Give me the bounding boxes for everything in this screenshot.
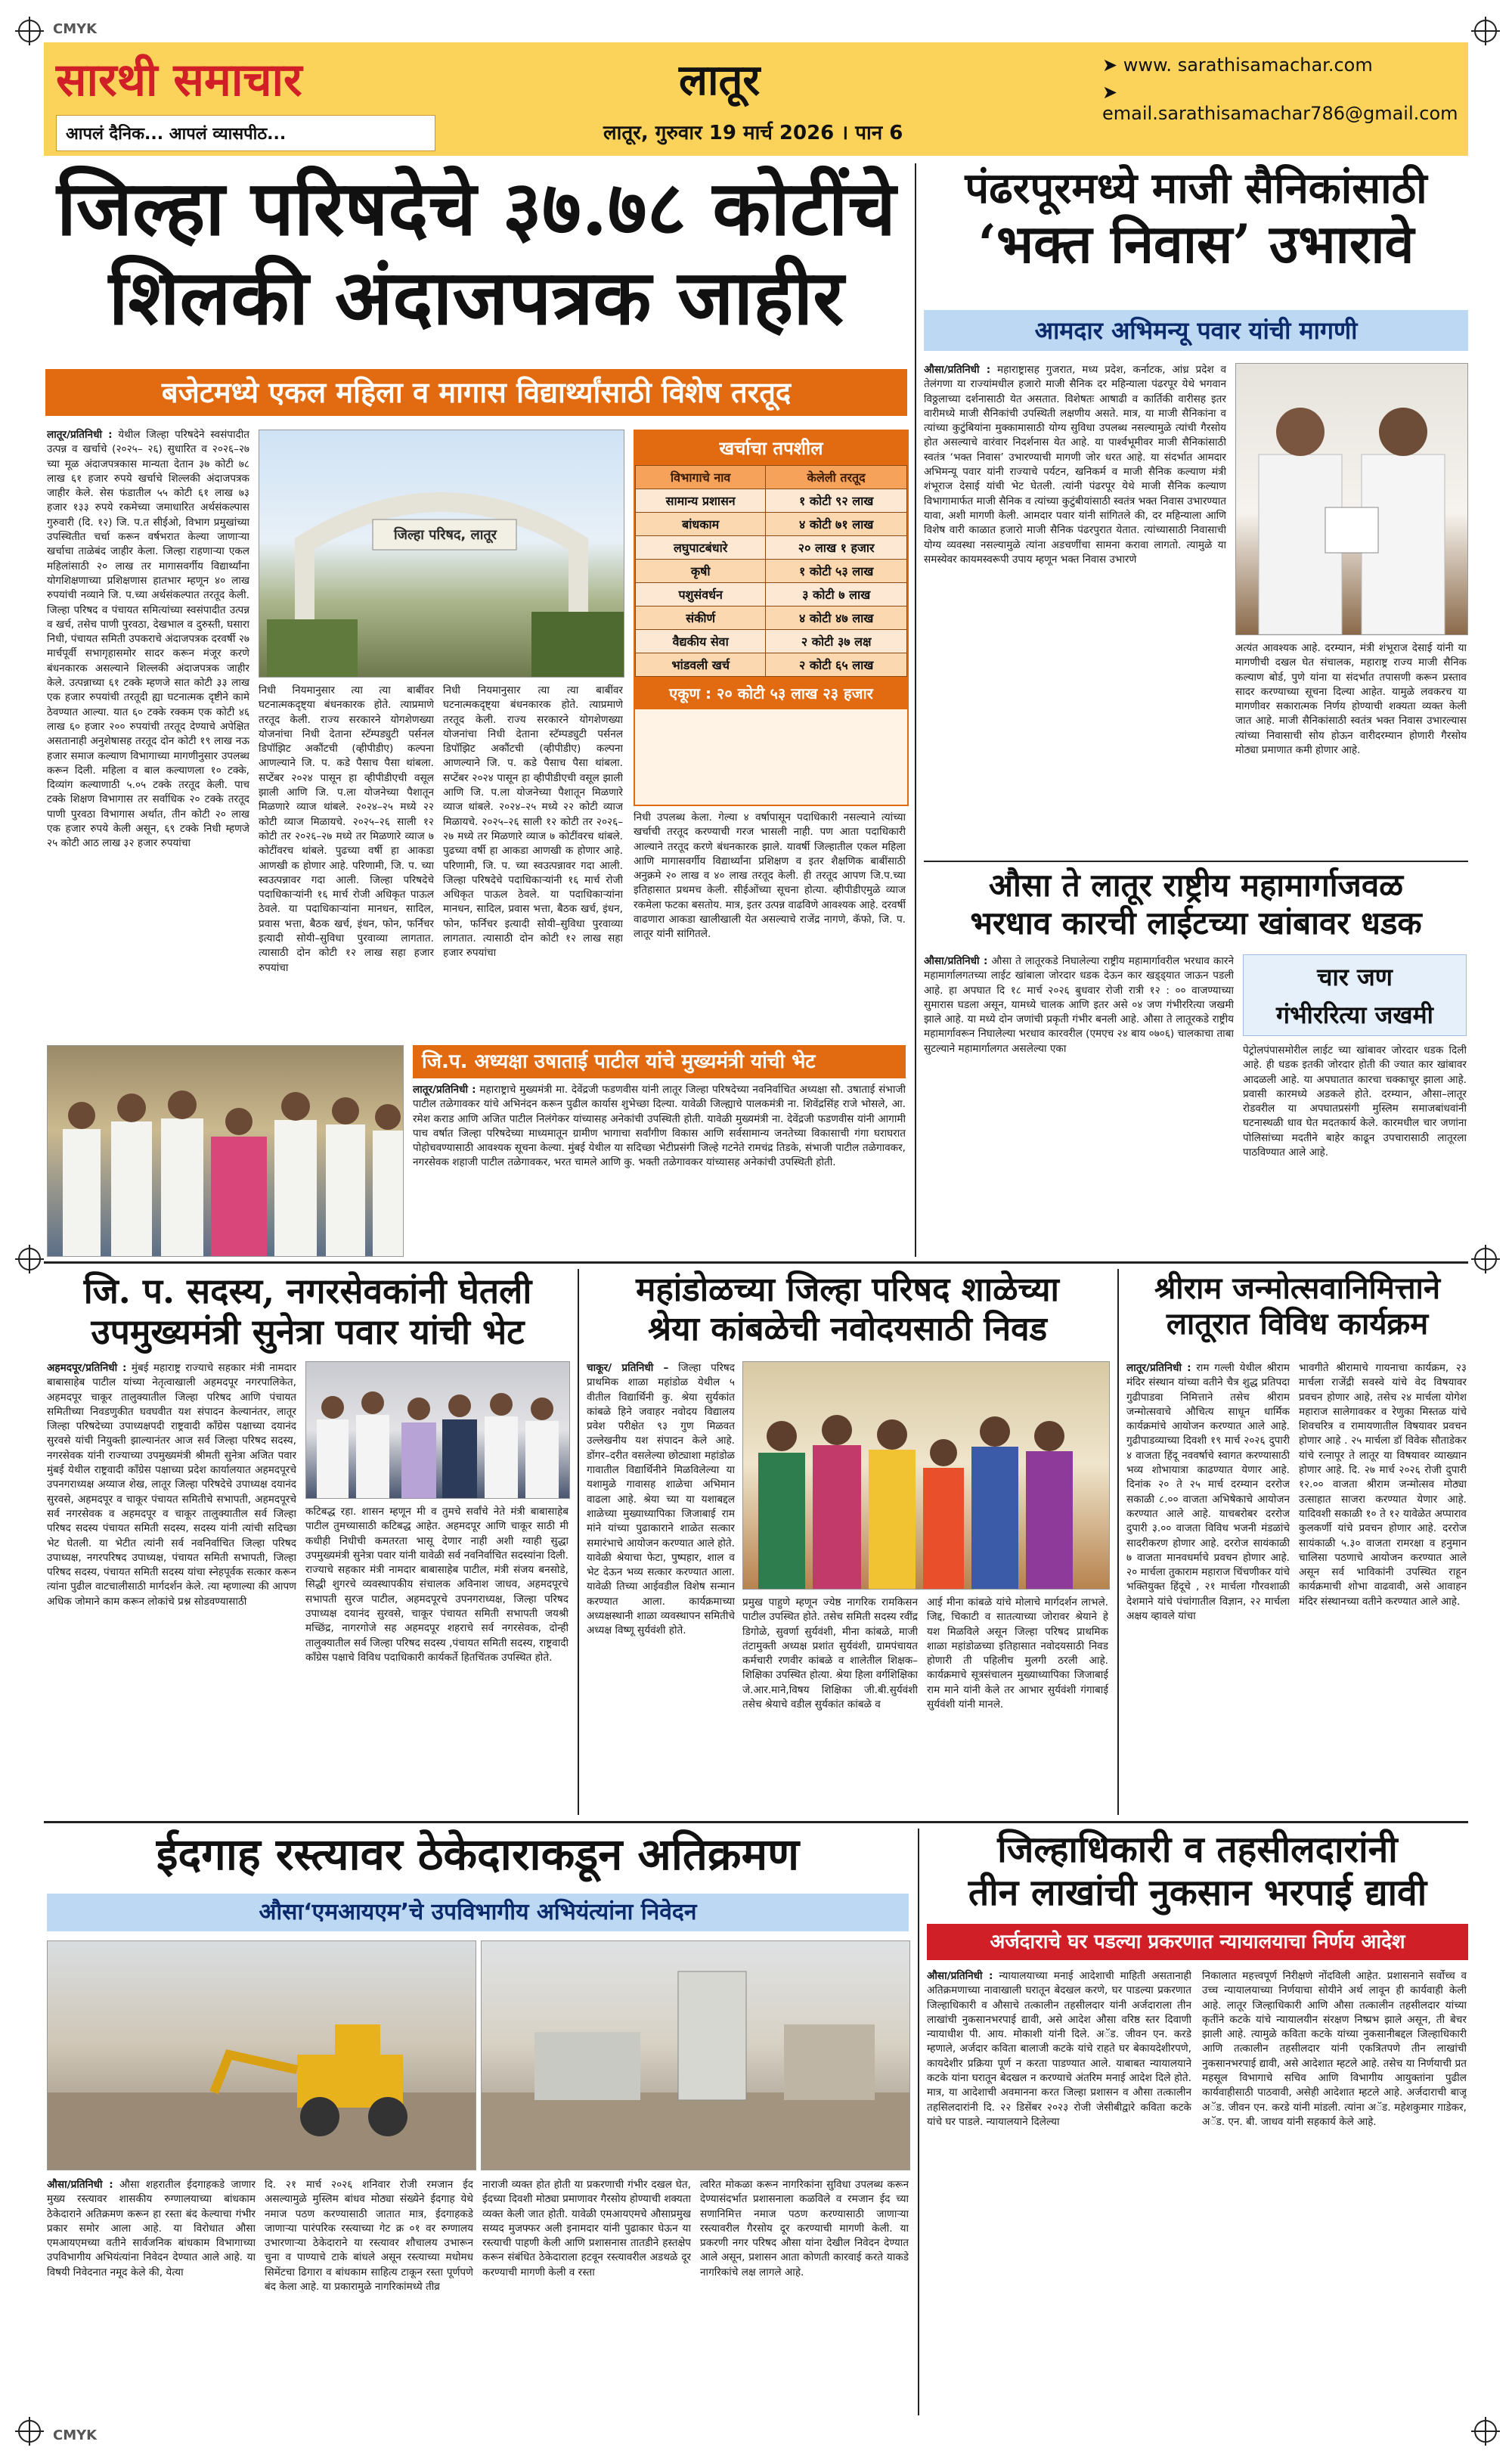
expense-amount-cell: २० लाख १ हजार bbox=[766, 536, 907, 560]
expense-amount-cell: २ कोटी ३७ लक्ष bbox=[766, 630, 907, 653]
member-headline bbox=[47, 1270, 569, 1353]
collector-column-2 bbox=[1202, 1969, 1467, 2415]
expense-dept-cell: बांधकाम bbox=[636, 513, 766, 536]
shriram-headline bbox=[1126, 1270, 1468, 1342]
lead-column-2b bbox=[443, 684, 623, 1038]
pandharpur-headline bbox=[924, 163, 1468, 276]
registration-mark-top-right bbox=[1474, 20, 1497, 42]
idgah-subhead: औसा‘एमआयएम’चे उपविभागीय अभियंत्यांना निवेदन bbox=[47, 1894, 909, 1931]
pandharpur-headline-line2: ‘भक्त निवास’ उभारावे bbox=[978, 212, 1414, 276]
member-headline-line2: उपमुख्यमंत्री सुनेत्रा पवार यांची भेट bbox=[91, 1311, 525, 1353]
highway-text-2: पेट्रोलपंपासमोरील लाईट च्या खांबावर जोरदार धडक दिली आहे. ही धडक इतकी जोरदार होती की ज्यात कार खांबावर आदळली आहे. या अपघातात कारचा चक्काचूर झाला आहे. प्रवासी कारमध्ये अडकले होते. दरम्यान, औसा–लातूर रोडवरील या अपघातप्रसंगी मुस्लिम समाजबांधवांनी घटनास्थळी धाव घेत मदतकार्य केले. कारमधील चार जणांना पोलिसांच्या मदतीने बाहेर काढून उपचारासाठी लातूरला पाठविण्यात आले आहे. bbox=[1243, 1044, 1467, 1159]
lead-text-2b: निधी नियमानुसार त्या त्या बाबींवर घटनात्मकदृष्ट्या बंधनकारक होते. त्याप्रमाणे तरतूद केली. राज्य सरकारने योगशेणख्या योजनांचा निधी देताना स्टॅम्पड्युटी पर्सनल डिपॉझिट अकौंटची (व्हीपीडीए) कल्पना आणल्याने जि. प. कडे पैसाच पैसा थांबला. सप्टेंबर २०२४ पासून हा व्हीपीडीएची वसूल झाली आणि जि. प.ला योजनेच्या पैशातून मिळणारे व्याज थांबले. २०२४–२५ मध्ये २२ कोटी व्याज मिळायचे. २०२५–२६ साली १२ कोटी तर २०२६–२७ मध्ये तर मिळणारे व्याज ७ कोटींवरच थांबले. पुढच्या वर्षी हा आकडा आणखी क होणार आहे. परिणामी, जि. प. च्या स्वउत्पन्नावर गदा आली. जिल्हा परिषदेचे पदाधिकाऱ्यांनी १६ मार्च रोजी अधिकृत पाऊल ठेवले. या पदाधिकाऱ्यांना मानधन, सादिल, प्रवास भत्ता, बैठक खर्च, इंधन, फोन, फर्निचर इत्यादी सोयी–सुविधा पुरवाव्या लागतात. त्यासाठी दोन कोटी १२ लाख सहा हजार रुपयांचा bbox=[443, 684, 623, 960]
member-text-1: मुंबई महाराष्ट्र राज्याचे सहकार मंत्री नामदार बाबासाहेब पाटील यांच्या नेतृत्वाखाली अहमदपूर नगरपालिकेत, अहमदपूर चाकूर तालुक्यातील जिल्हा परिषद आणि पंचायत समितीच्या निवडणुकीत घवघवीत यश संपादन केल्यानंतर, लातूर जिल्हा परिषदेच्या उपाध्यक्षपदी राष्ट्रवादी काँग्रेस पक्षाच्या दयानंद सुरवसे यांची नियुक्ती झाल्यानंतर आज सर्व जिल्हा परिषद सदस्य, नगरसेवक यांनी राज्याच्या उपमुख्यमंत्री श्रीमती सुनेत्रा अजित पवार मुंबई येथील राष्ट्रवादी काँग्रेस पक्षाच्या प्रदेश कार्यालयात अहमदपूरचे उपनगराध्यक्ष अय्याज शेख, लातूर जिल्हा परिषदेचे उपाध्यक्ष दयानंद सुरवसे, अहमदपूर व चाकूर पंचायत समितीचे सभापती, अहमदपूरचे सर्व नगरसेवक व अहमदपूर व चाकूर तालुक्यातील सर्व जिल्हा परिषद सदस्य पंचायत समिती सदस्य, सदस्य यांनी त्यांची सदिच्छा भेट घेतली. या भेटीत त्यांनी सर्व नवनिर्वाचित जिल्हा परिषद उपाध्यक्ष, नगरपरिषद उपाध्यक्ष, पंचायत समिती सभापती, जिल्हा परिषद सदस्य, पंचायत समिती सदस्य यांचा स्नेहपूर्वक सत्कार करून त्यांना पुढील वाटचालीसाठी मार्गदर्शन केले. त्या म्हणाल्या की आपण अधिक जोमाने काम करून लोकांचे प्रश्न सोडवण्यासाठी bbox=[47, 1362, 296, 1608]
collector-headline-line2: तीन लाखांची नुकसान भरपाई द्यावी bbox=[968, 1871, 1427, 1914]
expense-table-row bbox=[636, 606, 907, 630]
header-amount: केलेली तरतूद bbox=[766, 466, 907, 489]
expense-amount-cell: ४ कोटी ४७ लाख bbox=[766, 606, 907, 630]
cmyk-label-bottom: CMYK bbox=[53, 2427, 98, 2443]
member-column-2 bbox=[305, 1505, 569, 1815]
column-divider-bottom bbox=[918, 1829, 919, 2415]
shriram-text-1: राम गल्ली येथील श्रीराम मंदिर संस्थान यांच्या वतीने चैत्र शुद्ध प्रतिपदा गुढीपाडवा निमित्ताने तसेच श्रीराम जन्मोत्सवाचे औचित्य साधून धार्मिक कार्यक्रमांचे आयोजन करण्यात आले आहे. गुढीपाडव्याच्या दिवशी १९ मार्च २०२६ दुपारी ४ वाजता हिंदू नववर्षाचे स्वागत करण्यासाठी भव्य शोभायात्रा काढण्यात येणार आहे. दिनांक २० ते २५ मार्च दरम्यान दररोज सकाळी ८.०० वाजता अभिषेकाचे आयोजन करण्यात आले आहे. याचबरोबर दररोज दुपारी ३.०० वाजता विविध भजनी मंडळांचे सादरीकरण होणार आहे. दररोज सायंकाळी ७ वाजता मानवधर्माचे प्रवचन होणार आहे. २० मार्चला तुकाराम महाराज चिंचणीकर यांचे भक्तियुक्त हिंदूचे , २१ मार्चला गौरवशाळी देशमाने यांचे पंचांगातील विज्ञान, २२ मार्चला अक्षय व्हावले यांचा bbox=[1126, 1362, 1290, 1623]
masthead bbox=[44, 42, 1468, 156]
pandharpur-text-1: महाराष्ट्रासह गुजरात, मध्य प्रदेश, कर्नाटक, आंध्र प्रदेश व तेलंगणा या राज्यांमधील हजारो माजी सैनिक दर महिन्याला पंढरपूर येथे भगवान विठ्ठलाच्या दर्शनासाठी येत असतात. विशेषतः आषाढी व कार्तिकी वारीसह इतर वारीमध्ये माजी सैनिकांची उपस्थिती लक्षणीय असते. मात्र, या माजी सैनिकांना व त्यांच्या कुटुंबियांना मुक्कामासाठी योग्य सुविधा उपलब्ध नसल्यामुळे त्यांची गैरसोय होत असल्याचे वारंवार निदर्शनास येत आहे. या पार्श्वभूमीवर माजी सैनिकांसाठी स्वतंत्र ‘भक्त निवास’ उभारण्याची मागणी जोर धरत आहे. या संदर्भात आमदार अभिमन्यू पवार यांनी राज्याचे पर्यटन, खनिकर्म व माजी सैनिक कल्याण मंत्री शंभूराज देसाई यांची भेट घेतली. त्यांनी पंढरपूर येथे माजी सैनिक कल्याण विभागामार्फत माजी सैनिक व त्यांच्या कुटुंबीयांसाठी स्वतंत्र भक्त निवास उभारण्यात यावा, अशी मागणी केली. आमदार पवार यांनी सांगितले की, दर महिन्याला आणि विशेष वारी काळात हजारो माजी सैनिक पंढरपुरात येतात. त्यांच्यासाठी निवासाची योग्य व्यवस्था नसल्यामुळे त्यांना अडचणींचा सामना करावा लागतो. त्यामुळे या समस्येवर कायमस्वरूपी उपाय म्हणून भक्त निवास उभारणे bbox=[924, 364, 1226, 566]
expense-dept-cell: पशुसंवर्धन bbox=[636, 583, 766, 606]
collector-text-2: निकालात महत्त्वपूर्ण निरीक्षणे नोंदविली आहेत. प्रशासनाने सर्वोच्च व उच्च न्यायालयाच्या निर्णयाचा सोयीने अर्थ लावून ही कार्यवाही केली आहे. लातूर जिल्हाधिकारी आणि औसा तत्कालीन तहसीलदार यांच्या कृतींने कटके यांचे न्यायालयीन संरक्षण निष्प्रभ झाले असून, ती बेचर झाली आहे. त्यामुळे कविता कटके यांच्या नुकसानीबद्दल जिल्हाधिकारी आणि तत्कालीन तहसीलदार यांनी एकत्रितपणे तीन लाखांची नुकसानभरपाई द्यावी, असे आदेशात म्हटले आहे. तसेच या निर्णयाची प्रत महसूल विभागाचे सचिव आणि विभागीय आयुक्तांना पुढील कार्यवाहीसाठी पाठवावी, असेही आदेशात म्हटले आहे. अर्जदाराची बाजू अॅड. जीवन एन. करडे यांनी मांडली. त्यांना अॅड. महेशकुमार गाडेकर, अॅड. एन. बी. जाधव यांनी सहकार्य केले आहे. bbox=[1202, 1970, 1467, 2128]
column-divider-top bbox=[915, 163, 916, 1257]
school-text-3: आई मीना कांबळे यांचे मोलाचे मार्गदर्शन लाभले. जिद्द, चिकाटी व सातत्याच्या जोरावर श्रेयाने हे यश मिळविले असून जिल्हा परिषद प्राथमिक शाळा महांडोळच्या इतिहासात नवोदयसाठी निवड होणारी ती पहिलीच मुलगी ठरली आहे. कार्यक्रमाचे सूत्रसंचालन मुख्याध्यापिका जिजाबाई राम माने यांनी केले तर आभार सुर्यवंशी गंगाबाई सुर्यवंशी यांनी मानले. bbox=[927, 1596, 1108, 1711]
lead-text-1: येथील जिल्हा परिषदेने स्वसंपादीत उत्पन्न व खर्चाचे (२०२५– २६) सुधारित व २०२६–२७ च्या मूळ अंदाजपत्रकास मान्यता देतान ३७ कोटी ७८ लाख ६१ हजार रुपये खर्चाचे शिल्लकी अंदाजपत्रक जाहीर केले. सेस फंडातील ५५ कोटी ६१ लाख ७३ हजार १३३ रुपये रकमेच्या जमाधारित अर्थसंकल्पास गुरुवारी (दि. १२) जि. प.त सीईओ, विभाग प्रमुखांच्या उपस्थितीत चर्चा करून वर्षभरात केल्या जाणाऱ्या खर्चाचा ताळेबंद जाहीर केला. जिल्हा राहणाऱ्या एकल महिलांसाठी २० लाख तर मागासवर्गीय विद्यार्थ्यांना योगशिक्षणाच्या प्रशिक्षणास हातभार म्हणून ४० लाख रुपयांची नव्याने जि. प.च्या अर्थसंकल्पात तरतूद केली. जिल्हा परिषद व पंचायत समित्यांच्या स्वसंपादीत उत्पन्न व खर्च, तसेच पाणी पुरवठा, देखभाल व दुरुस्ती, घसारा निधी, पंचायत समिती उपकराचे अंदाजपत्रक दरवर्षी २७ मार्चपूर्वी सभागृहासमोर सादर करून मंजूर करणे बंधनकारक असल्याने शिल्लकी अंदाजपत्रक जाहीर केले. उत्पन्नाच्या ६१ टक्के म्हणजे सात कोटी ३३ लाख एक हजार रुपयांची तरतूदी ह्या घटनात्मक दृष्टीने कामे ठेवण्यात आल्या. यात ६० टक्के रक्कम एक कोटी ४६ लाख ६० हजार २०० रुपयांची तरतूद देण्याचे अपेक्षित असतानाही अनुशेषासह तरतूद दोन कोटी १९ लाख नऊ हजार समाज कल्याण विभागाच्या मागणीनुसार उपलब्ध करून दिली. महिला व बाल कल्याणला १० टक्के, दिव्यांग कल्याणाठी ५.०५ टक्के तरतूद केली. पाच टक्के शिक्षण विभागास तर सर्वाधिक २० टक्के तरतूद पाणी पुरवठा विभागास अर्थात, तीन कोटी २० लाख एक हजार रुपये केली असून, ६९ टक्के निधी म्हणजे २५ कोटी आठ लाख ३२ हजार रुपयांचा bbox=[47, 429, 249, 850]
collector-dateline: औसा/प्रतिनिधी : bbox=[927, 1970, 993, 1982]
people-group-illustration bbox=[48, 1046, 403, 1256]
website-line bbox=[1102, 54, 1373, 76]
school-text-2: प्रमुख पाहुणे म्हणून ज्येष्ठ नागरिक रामकिसन पाटील उपस्थित होते. तसेच समिती सदस्य रवींद्र डिगोळे, सुवर्णा सुर्यवंशी, मीना कांबळे, माजी तंटामुक्ती अध्यक्ष प्रशांत सुर्यवंशी, ग्रामपंचायत कर्मचारी रणवीर कांबळे व शालेतील शिक्षक–शिक्षिका उपस्थित होत्या. श्रेया हिला वर्गशिक्षिका जे.आर.माने,विषय शिक्षिका जी.बी.सुर्यवंशी तसेच श्रेयाचे वडील सुर्यकांत कांबळे व bbox=[742, 1596, 918, 1711]
divider-highway bbox=[924, 861, 1468, 862]
highway-side-head-line1: चार जण bbox=[1317, 963, 1393, 991]
arrow-icon: ➤ bbox=[1102, 82, 1118, 103]
pandharpur-subhead: आमदार अभिमन्यू पवार यांची मागणी bbox=[924, 310, 1468, 351]
pandharpur-column-2 bbox=[1235, 641, 1467, 855]
mla-meeting-photo bbox=[1235, 363, 1468, 635]
expense-table-box bbox=[634, 430, 909, 806]
city-name: लातूर bbox=[679, 55, 761, 105]
shriram-column-2 bbox=[1299, 1361, 1467, 1815]
highway-side-head-line2: गंभीररित्या जखमी bbox=[1276, 1000, 1433, 1029]
expense-dept-cell: सामान्य प्रशासन bbox=[636, 489, 766, 513]
expense-dept-cell: संकीर्ण bbox=[636, 606, 766, 630]
lead-headline-line1: जिल्हा परिषदेचे ३७.७८ कोटींचे bbox=[57, 163, 896, 253]
cm-meeting-dateline: लातूर/प्रतिनिधी : bbox=[413, 1084, 476, 1096]
school-headline-line1: महांडोळच्या जिल्हा परिषद शाळेच्या bbox=[636, 1270, 1059, 1309]
collector-column-1 bbox=[927, 1969, 1191, 2415]
expense-dept-cell: भांडवली खर्च bbox=[636, 653, 766, 677]
shriram-headline-line2: लातूरात विविध कार्यक्रम bbox=[1166, 1306, 1429, 1342]
tagline: आपलं दैनिक... आपलं व्यासपीठ... bbox=[66, 125, 287, 144]
two-people-illustration bbox=[1236, 364, 1467, 634]
idgah-text-3: नाराजी व्यक्त होत होती या प्रकरणाची गंभीर दखल घेत, ईदच्या दिवशी मोठ्या प्रमाणावर गैरसोय होण्याची शक्यता व्यक्त केली जात होती. यावेळी एमआयएमचे औसाप्रमुख सय्यद मुजफ्फर अली इनामदार यांनी पुढाकार घेऊन या रस्त्याची पाहणी केली आणि प्रशासनास तातडीने हस्तक्षेप करून संबंधित ठेकेदाराला हटवून रस्त्यावरील अडथळे दूर करण्याची मागणी केली व रस्ता bbox=[482, 2179, 691, 2279]
lead-text-3: निधी उपलब्ध केला. गेल्या ४ वर्षापासून पदाधिकारी नसल्याने त्यांच्या खर्चाची तरतूद करण्याची गरज भासली नाही. पण आता पदाधिकारी आल्याने तरतूद करणे बंधनकारक झाले. यावर्षी जिल्हातील एकल महिला आणि मागासवर्गीय विद्यार्थ्यांना प्रशिक्षण व इतर शैक्षणिक बाबींसाठी अनुक्रमे २० लाख व ४० लाख तरतूद केली. ही तरतूद आपण जि.प.च्या इतिहासात प्रथमच केली. सीईओंच्या सूचना होत्या. व्हीपीडीएमुळे व्याज रकमेला फटका बसतोय. मात्र, इतर उत्पन्न वाढविणे आवश्यक आहे. दरवर्षी वाढणारा आकडा खालीखाली येत असल्याचे राजेंद्र नागणे, कॅफो, जि. प. लातूर यांनी सांगितले. bbox=[634, 811, 906, 941]
highway-text-1: औसा ते लातूरकडे निघालेल्या राष्ट्रीय महामार्गावरील भरधाव कारने महामार्गालगतच्या लाईट खांबाला जोरदार धडक देऊन कार खड्ड्यात जाऊन पडली आहे. हा अपघात दि १८ मार्च २०२६ बुधवार रोजी रात्री १२ : ०० वाजण्याच्या सुमारास घडला असून, यामध्ये चालक आणि इतर असे ०४ जण गंभीररित्या जखमी झाले आहे. या मध्ये दोन जणांची प्रकृती गंभीर बनली आहे. औसा ते लातूरकडे राष्ट्रीय महामार्गावरून निघालेल्या भरधाव कारवरील (एमएच २४ बाय ०७०६) चालकाचा ताबा सुटल्याने महामार्गालगत असलेल्या एका bbox=[924, 955, 1234, 1055]
cmyk-label-top: CMYK bbox=[53, 21, 98, 37]
registration-mark-top-left bbox=[18, 20, 41, 42]
collector-subhead: अर्जदाराचे घर पडल्या प्रकरणात न्यायालयाचा निर्णय आदेश bbox=[927, 1924, 1468, 1960]
expense-amount-cell: २ कोटी ६५ लाख bbox=[766, 653, 907, 677]
idgah-text-4: त्वरित मोकळा करून नागरिकांना सुविधा उपलब्ध करून देण्यासंदर्भात प्रशासनाला कळविले व रमजान ईद च्या सणानिमित्त नमाज पठण करण्यासाठी जाणाऱ्या रस्त्यावरील गैरसोय दूर करण्याची मागणी केली. या प्रकरणी नगर परिषद औसा यांना देखील निवेदन देण्यात आले असून, प्रशासन आता कोणती कारवाई करते याकडे नागरिकांचे लक्ष लागले आहे. bbox=[700, 2179, 909, 2279]
expense-table-row bbox=[636, 513, 907, 536]
idgah-text-1: औसा शहरातील ईदगाहकडे जाणार मुख्य रस्त्यावर शासकीय रुग्णालयाच्या बांधकाम ठेकेदाराने अतिक्रमण करून हा रस्ता बंद केल्याचा गंभीर प्रकार समोर आला आहे. या विरोधात औसा एमआयएमच्या वतीने सार्वजनिक बांधकाम विभागाच्या उपविभागीय अभियंत्यांना निवेदन देण्यात आले आहे. या विषयी निवेदनात नमूद केले की, येत्या bbox=[47, 2179, 256, 2279]
expense-dept-cell: लघुपाटबंधारे bbox=[636, 536, 766, 560]
section-divider-2 bbox=[44, 1821, 1468, 1823]
email: email.sarathisamachar786@gmail.com bbox=[1102, 103, 1458, 124]
expense-amount-cell: १ कोटी ९२ लाख bbox=[766, 489, 907, 513]
zp-building-photo bbox=[259, 430, 624, 678]
idgah-column-3 bbox=[482, 2178, 691, 2414]
highway-column-2 bbox=[1243, 1044, 1467, 1255]
idgah-headline: ईदगाह रस्त्यावर ठेकेदाराकडून अतिक्रमण bbox=[156, 1829, 800, 1880]
email-line bbox=[1102, 82, 1468, 124]
cm-meeting-headline: जि.प. अध्यक्षा उषाताई पाटील यांचे मुख्यमंत्री यांची भेट bbox=[413, 1045, 906, 1078]
arrow-icon: ➤ bbox=[1102, 54, 1123, 76]
shriram-dateline: लातूर/प्रतिनिधी : bbox=[1126, 1362, 1191, 1374]
lead-headline-line2: शिलकी अंदाजपत्रक जाहीर bbox=[108, 253, 844, 342]
gate-sign: जिल्हा परिषद, लातूर bbox=[393, 527, 497, 543]
member-meeting-photo bbox=[305, 1361, 570, 1499]
lead-column-2a bbox=[259, 684, 434, 1038]
school-headline bbox=[587, 1270, 1108, 1349]
expense-table-total: एकूण : २० कोटी ५३ लाख २३ हजार bbox=[635, 677, 907, 709]
lead-subhead: बजेटमध्ये एकल महिला व मागास विद्यार्थ्यांसाठी विशेष तरतूद bbox=[45, 369, 907, 416]
header-dept: विभागाचे नाव bbox=[636, 466, 766, 489]
collector-text-1: न्यायालयाच्या मनाई आदेशाची माहिती असतानाही अतिक्रमणाच्या नावाखाली घरातून बेदखल करणे, घर पाडल्या प्रकरणात जिल्हाधिकारी व औसाचे तत्कालीन तहसीलदार यांनी अर्जदाराला तीन लाखांची नुकसानभरपाई द्यावी, असे आदेश औसा वरिष्ठ स्तर दिवाणी न्यायाधीश पी. आय. मोकाशी यांनी दिले. अॅड. जीवन एन. करडे म्हणाले, अर्जदार कविता बालाजी कटके यांचे राहते घर बेकायदेशीरपणे, कायदेशीर प्रक्रिया पूर्ण न करता पाडण्यात आले. याबाबत न्यायालयाने कटके यांना घरातून बेदखल न करण्याचे अंतरिम मनाई आदेश दिले होते. मात्र, या आदेशाची अवमानना करत जिल्हा प्रशासन व औसा तत्कालीन तहसिलदारांनी दि. २२ डिसेंबर २०२३ रोजी जेसीबीद्वारे कविता कटके यांचे घर पाडले. न्यायालयाने दिलेल्या bbox=[927, 1970, 1191, 2128]
idgah-column-1 bbox=[47, 2178, 256, 2414]
member-column-1 bbox=[47, 1361, 296, 1815]
shriram-column-1 bbox=[1126, 1361, 1290, 1815]
school-column-1 bbox=[587, 1361, 735, 1815]
lead-column-1 bbox=[47, 428, 249, 1038]
excavator-illustration bbox=[48, 1941, 476, 2170]
expense-dept-cell: वैद्यकीय सेवा bbox=[636, 630, 766, 653]
group-meeting-illustration bbox=[306, 1362, 569, 1498]
highway-column-1 bbox=[924, 954, 1234, 1255]
pandharpur-text-2: अत्यंत आवश्यक आहे. दरम्यान, मंत्री शंभूराज देसाई यांनी या मागणीची दखल घेत संचालक, महाराष्ट्र राज्य माजी सैनिक कल्याण बोर्ड, पुणे यांना या संदर्भात तपासणी करून प्रस्ताव सादर करण्याच्या सूचना दिल्या आहेत. यामुळे लवकरच या मागणीवर सकारात्मक निर्णय होण्याची शक्यता व्यक्त केली जात आहे. माजी सैनिकांसाठी स्वतंत्र भक्त निवास उभारल्यास त्यांच्या निवासाची सोय होऊन वारीदरम्यान होणारी गैरसोय मोठ्या प्रमाणात कमी होणार आहे. bbox=[1235, 642, 1467, 757]
lead-dateline: लातूर/प्रतिनिधी : bbox=[47, 429, 113, 441]
cm-meeting-text: महाराष्ट्राचे मुख्यमंत्री मा. देवेंद्रजी फडणवीस यांनी लातूर जिल्हा परिषदेच्या नवनिर्वाचित अध्यक्षा सौ. उषाताई संभाजी पाटील तळेगावकर यांचे अभिनंदन करून पुढील कार्यास शुभेच्छा दिल्या. यावेळी जिल्ह्याचे पालकमंत्री ना. शिवेंद्रसिंह राजे भोसले, आ. रमेश कराड आणि अजित पाटील निलंगेकर यांच्यासह अनेकांची उपस्थिती होती. यावेळी मुख्यमंत्री ना. देवेंद्रजी फडणवीस यांनी आगामी पाच वर्षात जिल्हा परिषदेच्या माध्यमातून ग्रामीण भागाचा सर्वांगीण विकास आणि सर्वसामान्य जनतेच्या विकासाची गंगा घराघरात पोहोचवण्यासाठी आवश्यक सूचना केल्या. मुंबई येथील या सदिच्छा भेटीप्रसंगी जिल्हे गटनेते रामचंद्र तिडके, संभाजी पाटील तळेगावकर, नगरसेवक शहाजी पाटील तळेगावकर, भरत चामले आणि कु. भक्ती तळेगावकर यांच्यासह अनेकांची उपस्थिती होती. bbox=[413, 1084, 906, 1169]
expense-amount-cell: ३ कोटी ७ लाख bbox=[766, 583, 907, 606]
school-column-2 bbox=[742, 1596, 918, 1815]
expense-table-row bbox=[636, 560, 907, 583]
member-headline-line1: जि. प. सदस्य, नगरसेवकांनी घेतली bbox=[83, 1270, 532, 1311]
pandharpur-dateline: औसा/प्रतिनिधी : bbox=[924, 364, 991, 376]
cm-meeting-body bbox=[413, 1083, 906, 1255]
expense-table-row bbox=[636, 489, 907, 513]
idgah-column-2 bbox=[265, 2178, 473, 2414]
highway-headline-line2: भरधाव कारची लाईटच्या खांबावर धडक bbox=[970, 904, 1422, 942]
registration-mark-mid-right bbox=[1474, 1248, 1497, 1270]
shriram-text-2: भावगीते श्रीरामाचे गायनाचा कार्यक्रम, २३ मार्चला राजेंद्री सवस्वे यांचे वेद विषयावर प्रवचन होणार आहे, तसेच २४ मार्चला योगेश महाराज सालेगावकर व रेणुका मिस्तळ यांचे शिवचरित्र व रामायणातील विषयावर प्रवचन होणार आहे . २५ मार्चला डॉ विवेक सौताडेकर यांचे रत्नापूर ते लातूर या विषयावर व्याख्यान होणार आहे. दि. २७ मार्च २०२६ रोजी दुपारी १२.०० वाजता श्रीराम जन्मोत्सव मोठ्या उत्साहात साजरा करण्यात येणार आहे. यादिवशी सकाळी १० ते १२ यावेळेत अप्पाराव कुलकर्णी यांचे प्रवचन होणार आहे. दररोज सायंकाळी ५.३० वाजता रामरक्षा व हनुमान चालिसा पठणाचे आयोजन करण्यात आले असून सर्व भाविकांनी उपस्थित राहून कार्यक्रमाची शोभा वाढवावी, असे आवाहन मंदिर संस्थानच्या वतीने करण्यात आले आहे. bbox=[1299, 1362, 1467, 1608]
gate-illustration bbox=[259, 430, 624, 677]
pandharpur-column-1 bbox=[924, 363, 1226, 855]
column-divider-mid-2 bbox=[1117, 1269, 1119, 1815]
member-dateline: अहमदपूर/प्रतिनिधी : bbox=[47, 1362, 127, 1374]
school-headline-line2: श्रेया कांबळेची नवोदयसाठी निवड bbox=[647, 1309, 1048, 1348]
school-column-3 bbox=[927, 1596, 1108, 1815]
collector-headline-line1: जिल्हाधिकारी व तहसीलदारांनी bbox=[997, 1829, 1398, 1871]
shriram-headline-line1: श्रीराम जन्मोत्सवानिमित्ताने bbox=[1154, 1270, 1441, 1306]
column-divider-mid-1 bbox=[578, 1269, 579, 1815]
expense-table-title: खर्चाचा तपशील bbox=[635, 431, 907, 465]
highway-side-head bbox=[1243, 954, 1467, 1036]
expense-table-row bbox=[636, 536, 907, 560]
expense-amount-cell: ४ कोटी ७१ लाख bbox=[766, 513, 907, 536]
construction-site-illustration bbox=[482, 1941, 909, 2170]
expense-dept-cell: कृषी bbox=[636, 560, 766, 583]
idgah-column-4 bbox=[700, 2178, 909, 2414]
section-divider-1 bbox=[44, 1261, 1468, 1264]
expense-table-row bbox=[636, 630, 907, 653]
expense-table-row bbox=[636, 653, 907, 677]
lead-text-2: निधी नियमानुसार त्या त्या बाबींवर घटनात्मकदृष्ट्या बंधनकारक होते. त्याप्रमाणे तरतूद केली. राज्य सरकारने योगशेणख्या योजनांचा निधी देताना स्टॅम्पड्युटी पर्सनल डिपॉझिट अकौंटची (व्हीपीडीए) कल्पना आणल्याने जि. प. कडे पैसाच पैसा थांबला. सप्टेंबर २०२४ पासून हा व्हीपीडीएची वसूल झाली आणि जि. प.ला योजनेच्या पैशातून मिळणारे व्याज थांबले. २०२४–२५ मध्ये २२ कोटी व्याज मिळायचे. २०२५–२६ साली १२ कोटी तर २०२६–२७ मध्ये तर मिळणारे व्याज ७ कोटींवरच थांबले. पुढच्या वर्षी हा आकडा आणखी क होणार आहे. परिणामी, जि. प. च्या स्वउत्पन्नावर गदा आली. जिल्हा परिषदेचे पदाधिकाऱ्यांनी १६ मार्च रोजी अधिकृत पाऊल ठेवले. या पदाधिकाऱ्यांना मानधन, सादिल, प्रवास भत्ता, बैठक खर्च, इंधन, फोन, फर्निचर इत्यादी सोयी–सुविधा पुरवाव्या लागतात. त्यासाठी दोन कोटी १२ लाख सहा हजार रुपयांचा bbox=[259, 684, 434, 974]
expense-table-row bbox=[636, 583, 907, 606]
idgah-road-photo-1 bbox=[47, 1940, 476, 2170]
school-text-1: जिल्हा परिषद प्राथमिक शाळा महांडोळ येथील ५ वीतील विद्यार्थिनी कु. श्रेया सुर्यकांत कांबळे हिने जवाहर नवोदय विद्यालय प्रवेश परीक्षेत ९३ गुण मिळवत उल्लेखनीय यश संपादन केले आहे. डोंगर–दरीत वसलेल्या छोट्याशा महांडोळ गावातील विद्यार्थिनीने मिळविलेल्या या यशामुळे गावासह शाळेचा अभिमान वाढला आहे. श्रेया च्या या यशाबद्दल शाळेच्या मुख्याध्यापिका जिजाबाई राम मांने यांच्या पुढाकाराने शाळेत सत्कार समारंभाचे आयोजन करण्यात आले होते. यावेळी श्रेयाचा फेटा, पुष्पहार, शाल व भेट देऊन भव्य सत्कार करण्यात आला. यावेळी तिच्या आईवडील विशेष सन्मान करण्यात आला. कार्यक्रमाच्या अध्यक्षस्थानी शाळा व्यवस्थापन समितीचे अध्यक्ष विष्णू सुर्यवंशी होते. bbox=[587, 1362, 735, 1637]
pandharpur-headline-line1: पंढरपूरमध्ये माजी सैनिकांसाठी bbox=[965, 163, 1427, 213]
website: www. sarathisamachar.com bbox=[1123, 54, 1373, 76]
lead-column-3 bbox=[634, 811, 906, 1038]
idgah-road-photo-2 bbox=[481, 1940, 910, 2170]
lead-headline bbox=[45, 163, 907, 342]
idgah-text-2: दि. २१ मार्च २०२६ शनिवार रोजी रमजान ईद असल्यामुळे मुस्लिम बांधव मोठ्या संख्येने ईदगाह येथे नमाज पठण करण्यासाठी जातात मात्र, ईदगाहकडे जाणाऱ्या पारंपरिक रस्त्याच्या गेट क्र ०१ वर रुग्णालय उभारणाऱ्या ठेकेदाराने या रस्त्यावर शौचालय उभारून चुना व पाण्याचे टाके बांधले असून रस्त्याच्या मधोमध सिमेंटचा ढिगारा व बांधकाम साहित्य टाकून रस्ता पूर्णपणे बंद केला आहे. या प्रकारामुळे नागरिकांमध्ये तीव्र bbox=[265, 2179, 473, 2294]
felicitation-illustration bbox=[743, 1362, 1109, 1589]
collector-headline bbox=[927, 1829, 1468, 1914]
highway-headline bbox=[924, 867, 1468, 942]
tagline-box bbox=[56, 115, 435, 151]
dateline-page: लातूर, गुरुवार 19 मार्च 2026 । पान 6 bbox=[603, 122, 903, 144]
expense-amount-cell: १ कोटी ५३ लाख bbox=[766, 560, 907, 583]
registration-mark-bottom-left bbox=[18, 2420, 41, 2443]
member-text-2: कटिबद्ध रहा. शासन म्हणून मी व तुमचे सर्वांचे नेते मंत्री बाबासाहेब पाटील तुमच्यासाठी कटिबद्ध आहेत. अहमदपूर आणि चाकूर साठी मी कधीही निधीची कमतरता भासू देणार नाही अशी ग्वाही सुद्धा उपमुख्यमंत्री सुनेत्रा पवार यांनी यावेळी सर्व नवनिर्वाचित सदस्यांना दिली. राज्याचे सहकार मंत्री नामदार बाबासाहेब पाटील, मंत्री संजय बनसोडे, सिद्धी शुगरचे व्यवस्थापकीय संचालक अविनाश जाधव, अहमदपूरचे सभापती सुरज पाटील, अहमदपूरचे उपनगराध्यक्ष, जिल्हा परिषद उपाध्यक्ष दयानंद सुरवसे, चाकूर पंचायत समिती सभापती जयश्री मच्छिंद्र, नागरगोजे सह अहमदपूर शहराचे सर्व नगरसेवक, दोन्ही तालुक्यातील सर्व जिल्हा परिषद सदस्य ,पंचायत समिती सदस्य, राष्ट्रवादी काँग्रेस पक्षाचे विविध पदाधिकारी कार्यकर्ते हितचिंतक उपस्थित होते. bbox=[305, 1506, 569, 1664]
idgah-dateline: औसा/प्रतिनिधी : bbox=[47, 2179, 113, 2191]
expense-table bbox=[635, 465, 907, 677]
paper-name: सारथी समाचार bbox=[56, 54, 302, 107]
registration-mark-bottom-right bbox=[1474, 2420, 1497, 2443]
highway-dateline: औसा/प्रतिनिधी : bbox=[924, 955, 988, 967]
highway-headline-line1: औसा ते लातूर राष्ट्रीय महामार्गाजवळ bbox=[988, 867, 1404, 904]
school-dateline: चाकूर/ प्रतिनिधी – bbox=[587, 1362, 669, 1374]
school-felicitation-photo bbox=[742, 1361, 1110, 1590]
expense-table-header bbox=[636, 466, 907, 489]
registration-mark-mid-left bbox=[18, 1248, 41, 1270]
cm-meeting-photo bbox=[47, 1045, 404, 1257]
